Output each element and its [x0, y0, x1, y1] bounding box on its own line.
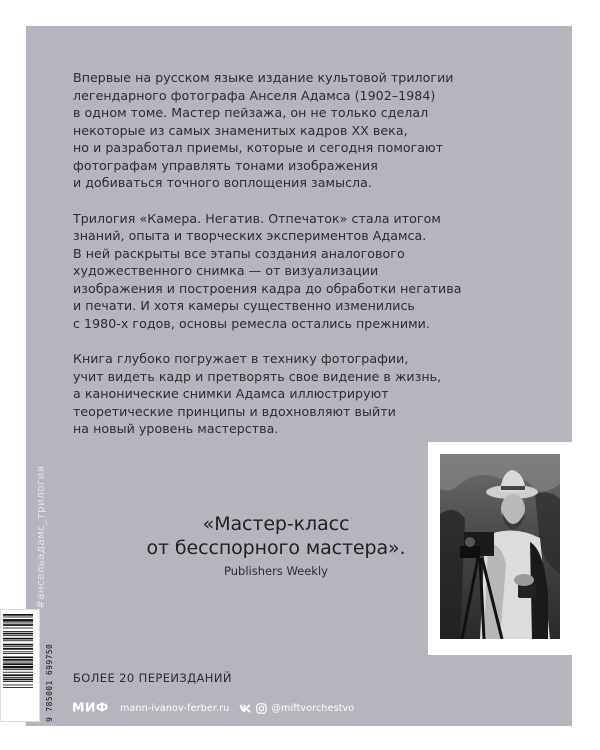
svg-text:МИФ: МИФ: [72, 699, 109, 713]
barcode-bar: [3, 614, 33, 616]
portrait-photo-icon: [440, 454, 560, 639]
barcode-bar: [3, 633, 33, 635]
publisher-logo-icon: [72, 700, 110, 713]
text-line: с 1980-х годов, основы ремесла остались прежними.: [73, 315, 430, 331]
text-line: в одном томе. Мастер пейзажа, он не только сделал: [73, 105, 429, 120]
barcode-bar: [3, 638, 33, 640]
text-line: знаний, опыта и творческих экспериментов Адамса.: [73, 228, 427, 243]
barcode-bar: [3, 669, 33, 670]
text-line: фотографам управлять тонами изображения: [73, 157, 378, 173]
barcode-bar: [3, 624, 33, 626]
text-line: но и разработал приемы, которые и сегодня помогают: [73, 140, 444, 155]
barcode-bar: [3, 651, 33, 652]
barcode-bar: [3, 681, 33, 682]
publisher-logo[interactable]: [72, 700, 110, 717]
text-line: учит видеть кадр и претворять свое видение в жизнь,: [73, 368, 442, 384]
barcode-bar: [3, 672, 33, 673]
barcode-bar: [3, 663, 33, 665]
paragraph-3: [73, 350, 493, 438]
paragraph-1: [73, 69, 493, 192]
photo-frame: [428, 442, 572, 655]
barcode-bar: [3, 646, 33, 647]
social-handle[interactable]: @miftvorchestvo: [271, 702, 355, 714]
barcode: [0, 609, 40, 722]
publisher-footer: [72, 700, 354, 716]
pull-quote: [126, 512, 426, 560]
barcode-bars: [3, 612, 37, 719]
text-line: а канонические снимки Адамса иллюстрируют: [73, 386, 389, 401]
text-line: В ней раскрыты все этапы создания аналогового: [73, 245, 405, 261]
text-line: художественного снимка — от визуализации: [73, 263, 379, 278]
barcode-bar: [3, 685, 33, 686]
text-line: теоретические принципы и вдохновляют выйти: [73, 403, 396, 419]
barcode-bar: [3, 679, 33, 681]
text-line: легендарного фотографа Анселя Адамса (1902–1984): [73, 87, 436, 103]
website-link[interactable]: mann-ivanov-ferber.ru: [120, 702, 230, 714]
barcode-bar: [3, 648, 33, 650]
barcode-bar: [3, 631, 33, 632]
quote-line: «Мастер-класс: [202, 513, 350, 535]
barcode-bar: [3, 619, 33, 622]
paragraph-2: [73, 210, 493, 333]
barcode-bar: [3, 687, 33, 688]
hashtag-vertical: #ансельадамс_трилогия: [35, 465, 47, 609]
photo-illustration: [440, 454, 560, 639]
barcode-bar: [3, 635, 33, 636]
barcode-bar: [3, 640, 33, 641]
vk-icon[interactable]: [239, 704, 252, 713]
quote-attribution: Publishers Weekly: [224, 564, 328, 578]
barcode-digits: 9 785001 699750: [45, 643, 54, 722]
barcode-bar: [3, 662, 33, 663]
barcode-bar: [3, 653, 33, 654]
barcode-bar: [3, 623, 33, 624]
text-line: на новый уровень мастерства.: [73, 421, 279, 436]
barcode-bar: [3, 617, 33, 618]
instagram-icon[interactable]: [256, 703, 267, 714]
text-line: Впервые на русском языке издание культовой трилогии: [73, 70, 454, 85]
text-line: Трилогия «Камера. Негатив. Отпечаток» стала итогом: [73, 210, 441, 226]
text-line: изображения и построения кадра до обработки негатива: [73, 280, 462, 296]
barcode-bar: [3, 644, 33, 646]
editions-label: БОЛЕЕ 20 ПЕРЕИЗДАНИЙ: [73, 671, 232, 685]
text-line: Книга глубоко погружает в технику фотографии,: [73, 351, 409, 366]
social-links: [239, 703, 354, 714]
quote-line: от бесспорного мастера».: [146, 537, 406, 559]
barcode-bar: [3, 666, 33, 669]
barcode-bar: [3, 657, 33, 659]
text-line: и печати. И хотя камеры существенно изменились: [73, 298, 415, 313]
text-line: и добиваться точного воплощения замысла.: [73, 175, 372, 190]
text-line: некоторые из самых знаменитых кадров XX века,: [73, 122, 408, 138]
barcode-bar: [3, 674, 33, 676]
barcode-bar: [3, 628, 33, 629]
description-text: [73, 69, 493, 456]
barcode-bar: [3, 659, 33, 661]
barcode-bar: [3, 677, 33, 678]
